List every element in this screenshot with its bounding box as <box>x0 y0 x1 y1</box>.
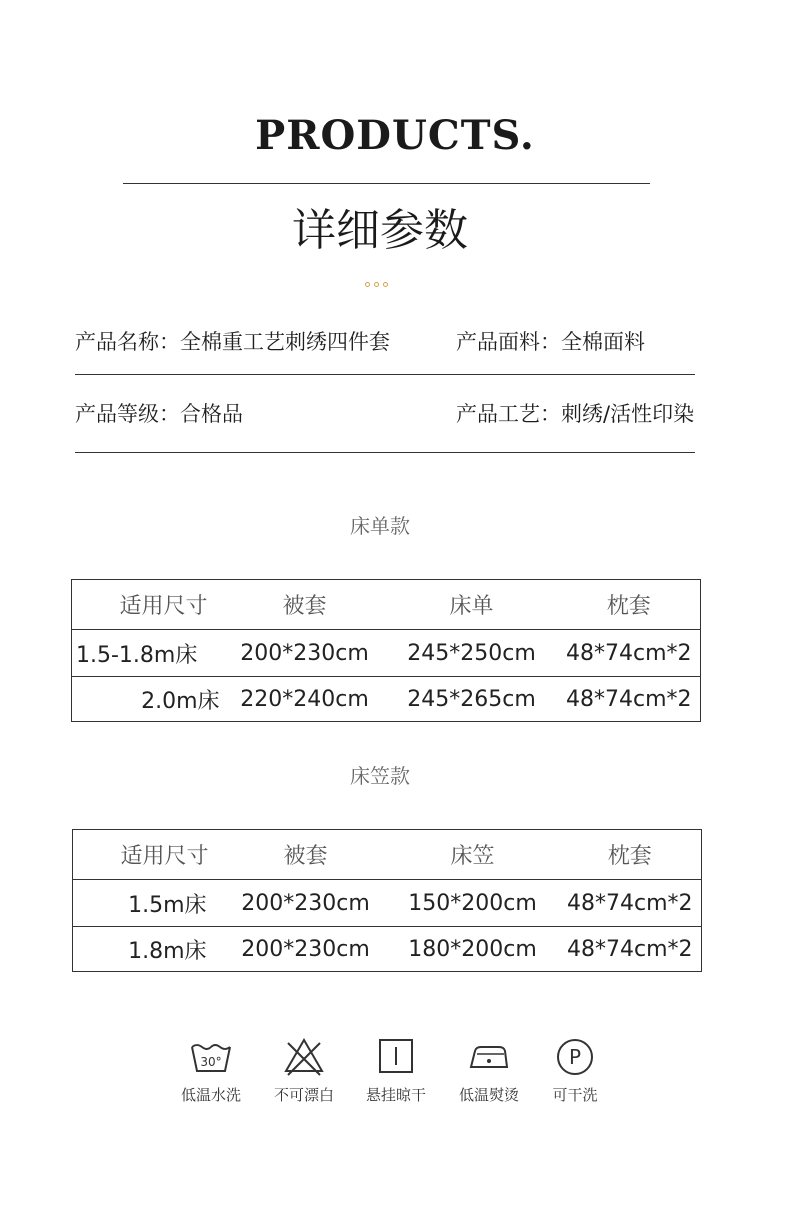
care-item-dry-clean <box>535 1037 615 1105</box>
table-cell: 48*74cm*2 <box>559 927 702 972</box>
hang-dry-icon <box>374 1037 418 1077</box>
table-header-row <box>72 580 701 630</box>
info-value: 全棉重工艺刺绣四件套 <box>180 330 390 354</box>
care-item-low-temp-iron <box>449 1037 529 1105</box>
table-cell: 245*265cm <box>386 677 558 722</box>
info-divider <box>75 452 695 453</box>
care-label: 不可漂白 <box>273 1086 334 1104</box>
info-label: 产品名称： <box>75 330 180 354</box>
table-row <box>73 927 702 972</box>
table-cell: 48*74cm*2 <box>558 630 701 677</box>
table-header-cell: 被套 <box>282 594 327 619</box>
dry-clean-p-icon <box>553 1037 597 1077</box>
table-header-cell: 适用尺寸 <box>119 594 208 619</box>
table-row <box>72 677 701 722</box>
table-cell: 200*230cm <box>225 927 387 972</box>
page-title: 详细参数 <box>292 205 468 256</box>
wash-temp-label: 30° <box>200 1055 222 1069</box>
dry-clean-letter: P <box>568 1045 582 1069</box>
info-product-grade <box>75 398 243 428</box>
info-value: 刺绣/活性印染 <box>561 402 695 426</box>
care-label: 低温熨烫 <box>458 1086 519 1104</box>
info-label: 产品工艺： <box>456 402 561 426</box>
fitted-spec-table <box>72 829 702 972</box>
table-cell: 200*230cm <box>224 630 386 677</box>
care-item-low-temp-wash <box>171 1037 251 1105</box>
care-item-hang-dry <box>356 1037 436 1105</box>
info-product-craft <box>456 398 694 428</box>
table-cell: 1.5m床 <box>73 880 225 927</box>
table-cell: 1.8m床 <box>73 927 225 972</box>
info-label: 产品面料： <box>456 330 561 354</box>
sheet-spec-table <box>71 579 701 722</box>
care-label: 低温水洗 <box>180 1086 241 1104</box>
care-label: 悬挂晾干 <box>365 1086 426 1104</box>
decorative-dots <box>0 272 752 291</box>
table-header-cell: 枕套 <box>607 844 652 869</box>
info-product-fabric <box>456 326 645 356</box>
table-cell: 150*200cm <box>387 880 559 927</box>
title-divider <box>123 183 650 184</box>
table-cell: 245*250cm <box>386 630 558 677</box>
table-header-row <box>73 830 702 880</box>
table-row <box>72 630 701 677</box>
wash-30-icon <box>189 1037 233 1077</box>
table-header-cell: 床笠 <box>450 844 495 869</box>
table-cell: 180*200cm <box>387 927 559 972</box>
info-label: 产品等级： <box>75 402 180 426</box>
no-bleach-icon <box>282 1037 326 1077</box>
low-iron-icon <box>467 1037 511 1077</box>
table-header-cell: 适用尺寸 <box>120 844 209 869</box>
table-cell: 2.0m床 <box>72 677 224 722</box>
table-cell: 220*240cm <box>224 677 386 722</box>
info-value: 全棉面料 <box>561 330 645 354</box>
table-header-cell: 枕套 <box>606 594 651 619</box>
table-cell: 48*74cm*2 <box>559 880 702 927</box>
care-item-no-bleach <box>264 1037 344 1105</box>
section-label-sheet: 床单款 <box>350 514 410 538</box>
info-value: 合格品 <box>180 402 243 426</box>
table-row <box>73 880 702 927</box>
info-divider <box>75 374 695 375</box>
table-header-cell: 被套 <box>283 844 328 869</box>
section-label-fitted: 床笠款 <box>350 764 410 788</box>
products-title: PRODUCTS. <box>255 112 535 159</box>
table-header-cell: 床单 <box>449 594 494 619</box>
table-cell: 48*74cm*2 <box>558 677 701 722</box>
table-cell: 200*230cm <box>225 880 387 927</box>
table-cell: 1.5-1.8m床 <box>72 630 224 677</box>
info-product-name <box>75 326 390 356</box>
care-label: 可干洗 <box>552 1086 598 1104</box>
